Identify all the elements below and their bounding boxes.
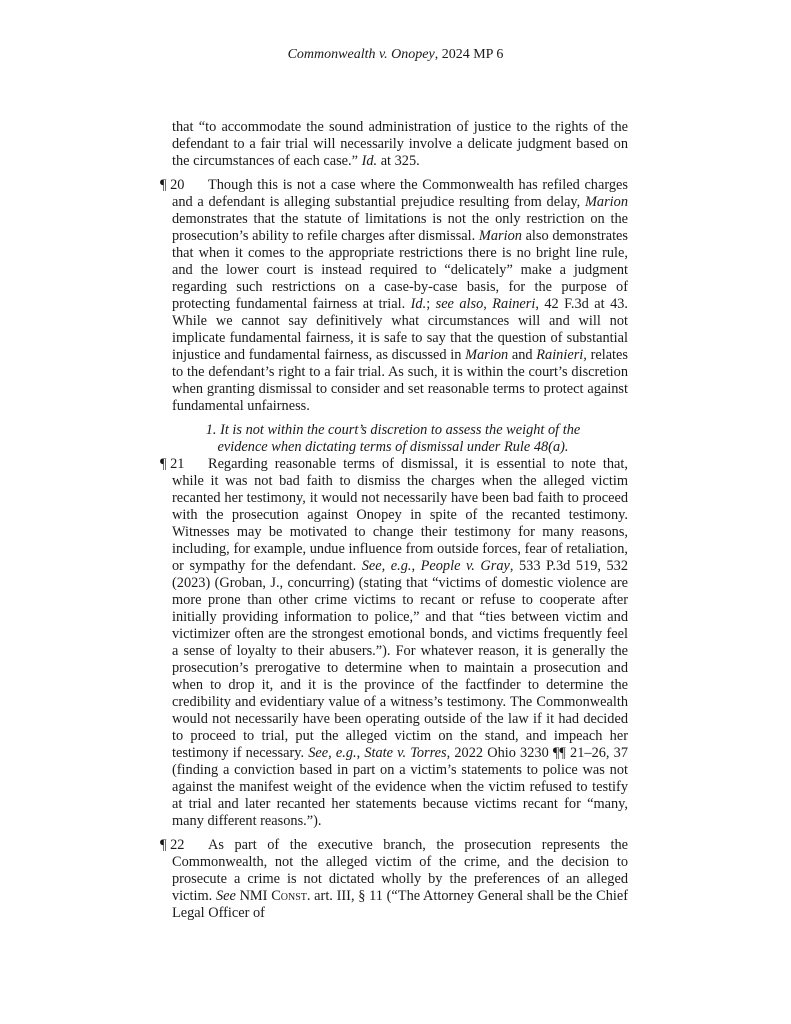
signal-see-also: see also: [435, 296, 484, 312]
text-run: ;: [426, 296, 436, 312]
constitution-abbrev: Const.: [271, 888, 311, 904]
text-run: art. III, § 11 (“The Attorney General shall be the Chief Legal Officer of: [172, 888, 629, 921]
case-name-marion: Marion: [584, 194, 628, 210]
case-name-raineri: Raineri: [492, 296, 536, 312]
text-run: ,: [356, 745, 365, 761]
header-case-name: Commonwealth v. Onopey: [287, 47, 435, 62]
citation-id: Id.: [361, 153, 378, 169]
text-run: NMI: [235, 888, 272, 904]
text-run: ,: [483, 296, 493, 312]
paragraph-19-continued: [172, 119, 628, 170]
text-run: ,: [411, 558, 421, 574]
signal-see-eg: See, e.g.: [308, 745, 357, 761]
paragraph-22: [160, 837, 629, 922]
header-citation: , 2024 MP 6: [434, 47, 504, 62]
text-run: that “to accommodate the sound administration of justice to the rights of the defendant to a fair trial will necessarily involve a delicate judgment based on the circumstances of each case.”: [172, 119, 628, 169]
text-run: demonstrates that the statute of limitations is not the only restriction on the prosecution’s ability to refile charges after dismissal.: [172, 211, 628, 244]
case-name-people-v-gray: People v. Gray: [420, 558, 510, 574]
paragraph-marker: ¶ 21: [160, 456, 185, 472]
text-run: and: [508, 347, 537, 363]
paragraph-21: [160, 456, 628, 830]
signal-see: See: [215, 888, 236, 904]
section-heading: [172, 422, 628, 456]
signal-see-eg: See, e.g.: [361, 558, 412, 574]
running-header: [0, 46, 791, 63]
paragraph-marker: ¶ 22: [160, 837, 185, 853]
text-run: Though this is not a case where the Commonwealth has refiled charges and a defendant is alleging substantial prejudice resulting from delay,: [172, 177, 628, 210]
text-run: , 42 F.3d at 43. While we cannot say definitively what circumstances will and will not implicate fundamental fairness, it is safe to say that the question of substantial injustice and fundamental fairness, as discussed in: [172, 296, 628, 363]
case-name-marion: Marion: [465, 347, 509, 363]
citation-id: Id.: [410, 296, 427, 312]
case-name-rainieri: Rainieri,: [536, 347, 587, 363]
text-run: also demonstrates that when it comes to the appropriate restrictions there is no bright line rule, and the lower court is instead required to “delicately” make a judgment regarding such restrictions on a case-by-case basis, for the purpose of protecting fundamental fairness at trial.: [172, 228, 629, 312]
opinion-body: [160, 119, 629, 929]
text-run: Regarding reasonable terms of dismissal, it is essential to note that, while it was not bad faith to dismiss the charges when the alleged victim recanted her testimony, it would not necessarily have been bad faith to proceed with the prosecution against Onopey in spite of the recanted testimony. Witnesses may be motivated to change their testimony for many reasons, including, for example, undue influence from outside forces, fear of retaliation, or sympathy for the defendant.: [172, 456, 628, 574]
case-name-marion: Marion: [478, 228, 522, 244]
paragraph-marker: ¶ 20: [160, 177, 185, 193]
section-heading-line-1: 1. It is not within the court’s discretion to assess the weight of the: [205, 422, 581, 438]
text-run: As part of the executive branch, the prosecution represents the Commonwealth, not the alleged victim of the crime, and the decision to prosecute a crime is not dictated wholly by the preferences of an alleged victim.: [172, 837, 628, 904]
text-run: relates to the defendant’s right to a fair trial. As such, it is within the court’s discretion when granting dismissal to consider and set reasonable terms to protect against fundamental unfairness.: [172, 347, 628, 414]
paragraph-20: [160, 177, 629, 415]
section-heading-line-2: evidence when dictating terms of dismissal under Rule 48(a).: [217, 439, 569, 455]
text-run: , 533 P.3d 519, 532 (2023) (Groban, J., concurring) (stating that “victims of domestic violence are more prone than other crime victims to recant or refuse to cooperate after initially providing information to police,” and that “ties between victim and victimizer often are the strongest emotional bonds, and victims frequently feel a sense of loyalty to their abusers.”). For whatever reason, it is generally the prosecution’s prerogative to determine when to maintain a prosecution and when to drop it, and it is the province of the factfinder to determine the credibility and evidentiary value of a witness’s testimony. The Commonwealth would not necessarily have been operating outside of the law if it had decided to proceed to trial, put the alleged victim on the stand, and impeach her testimony if necessary.: [172, 558, 628, 761]
text-run: at 325.: [377, 153, 420, 169]
text-run: , 2022 Ohio 3230 ¶¶ 21–26, 37 (finding a conviction based in part on a victim’s statements to police was not against the manifest weight of the evidence when the victim refused to testify at trial and later recanted her statements because victims recant for “many, many different reasons.”).: [172, 745, 628, 829]
case-name-state-v-torres: State v. Torres: [364, 745, 447, 761]
